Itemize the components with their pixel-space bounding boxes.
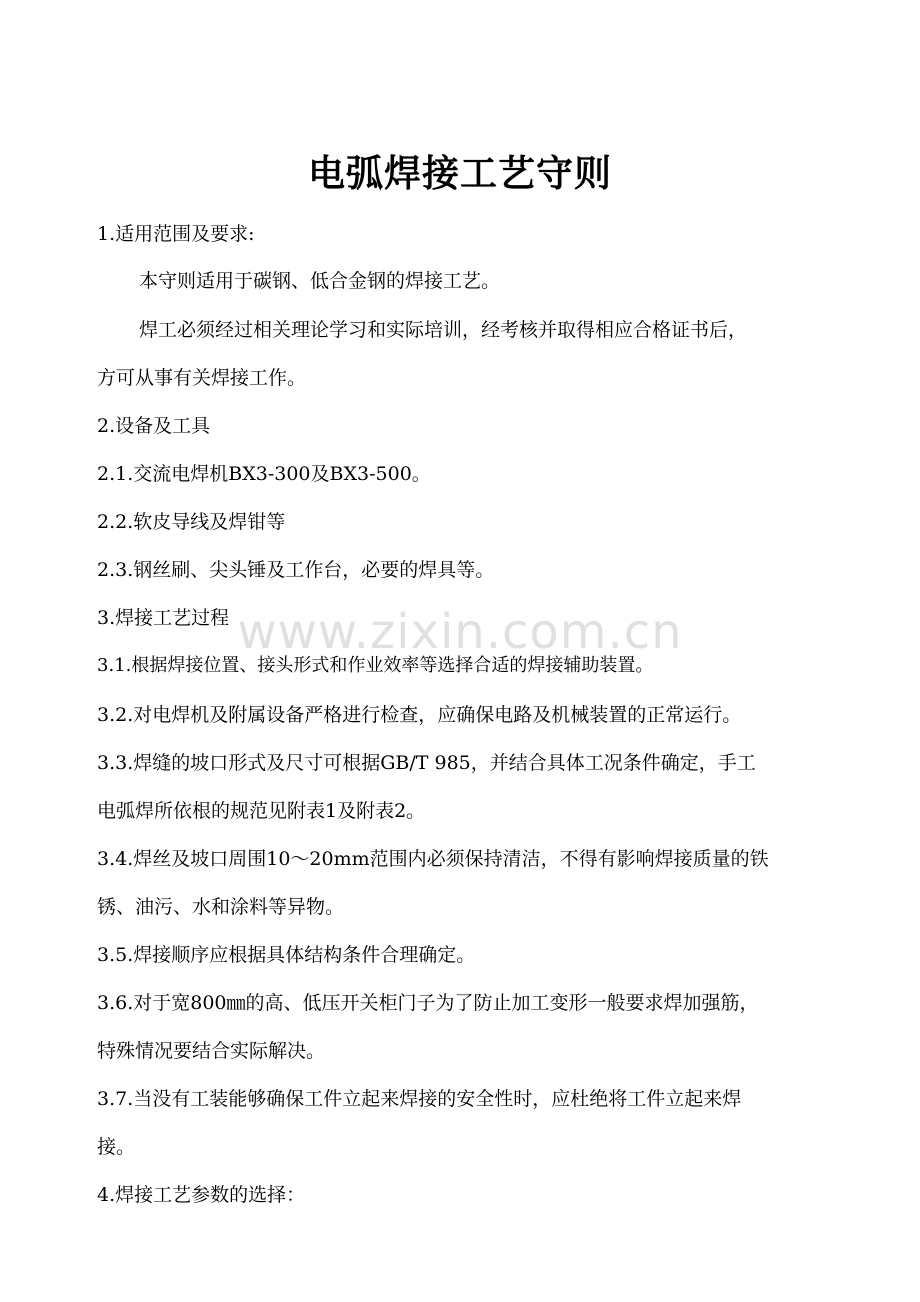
paragraph-line: 3.1.根据焊接位置、接头形式和作业效率等选择合适的焊接辅助装置。 (97, 655, 654, 676)
paragraph-line: 接。 (97, 1136, 136, 1158)
paragraph-line: 2.2.软皮导线及焊钳等 (97, 511, 286, 533)
paragraph-line: 3.7.当没有工装能够确保工件立起来焊接的安全性时，应杜绝将工件立起来焊 (97, 1088, 742, 1110)
section-heading-equipment: 2.设备及工具 (97, 415, 211, 437)
section-heading-scope: 1.适用范围及要求: (97, 223, 255, 245)
paragraph-line: 3.6.对于宽800㎜的高、低压开关柜门子为了防止加工变形一般要求焊加强筋， (97, 992, 759, 1014)
paragraph-line: 2.3.钢丝刷、尖头锤及工作台，必要的焊具等。 (97, 559, 495, 581)
document-title: 电弧焊接工艺守则 (308, 152, 612, 195)
paragraph-line: 方可从事有关焊接工作。 (97, 367, 307, 389)
paragraph-line: 电弧焊所依根的规范见附表1及附表2。 (97, 800, 426, 822)
paragraph-line: 3.4.焊丝及坡口周围10～20mm范围内必须保持清洁，不得有影响焊接质量的铁 (97, 848, 769, 870)
paragraph-line: 本守则适用于碳钢、低合金钢的焊接工艺。 (139, 270, 501, 292)
section-heading-process: 3.焊接工艺过程 (97, 607, 230, 629)
section-heading-parameters: 4.焊接工艺参数的选择： (97, 1184, 306, 1206)
paragraph-line: 3.3.焊缝的坡口形式及尺寸可根据GB/T 985，并结合具体工况条件确定，手工 (97, 752, 756, 774)
watermark: www.zixin.com.cn (237, 604, 683, 660)
paragraph-line: 特殊情况要结合实际解决。 (97, 1040, 326, 1062)
paragraph-line: 锈、油污、水和涂料等异物。 (97, 896, 345, 918)
paragraph-line: 3.5.焊接顺序应根据具体结构条件合理确定。 (97, 944, 476, 966)
paragraph-line: 3.2.对电焊机及附属设备严格进行检查，应确保电路及机械装置的正常运行。 (97, 704, 742, 726)
paragraph-line: 焊工必须经过相关理论学习和实际培训，经考核并取得相应合格证书后， (139, 319, 748, 341)
paragraph-line: 2.1.交流电焊机BX3-300及BX3-500。 (97, 463, 431, 485)
